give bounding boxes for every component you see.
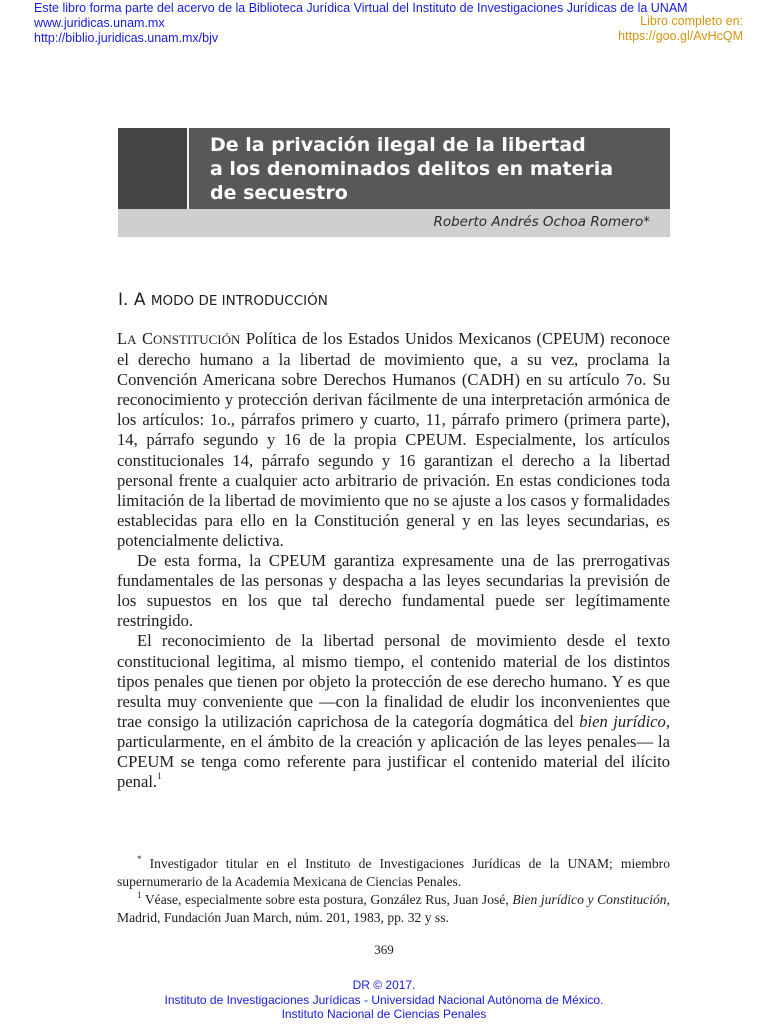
footnotes <box>117 855 670 927</box>
juridicas-link[interactable]: www.juridicas.unam.mx <box>34 16 165 30</box>
chapter-title <box>210 133 613 205</box>
page-number: 369 <box>374 942 394 957</box>
footnote-1 <box>117 891 670 927</box>
footnote-1-italic: Bien jurídico y Constitución <box>512 892 667 907</box>
paragraph-3 <box>117 631 670 792</box>
book-url-link[interactable]: https://goo.gl/AvHcQM <box>618 29 743 43</box>
footnote-1-mark: 1 <box>137 890 142 900</box>
small-caps-la-initial: L <box>117 329 128 348</box>
section-heading <box>118 290 328 310</box>
paragraph-1 <box>117 329 670 551</box>
footnote-1-text-a: Véase, especialmente sobre esta postura, González Rus, Juan José, <box>144 892 509 907</box>
library-header <box>34 1 688 46</box>
inacipe-line: Instituto Nacional de Ciencias Penales <box>281 1007 487 1021</box>
author-bar <box>118 209 670 237</box>
small-caps-la-rest: A <box>127 332 137 347</box>
library-notice: Este libro forma parte del acervo de la Biblioteca Jurídica Virtual del Instituto de Investigaciones Jurídicas de la UNAM <box>34 1 688 15</box>
book-label: Libro completo en: <box>640 14 743 28</box>
chapter-title-block <box>118 128 670 209</box>
copyright-footer <box>0 978 768 1022</box>
section-number: I. A <box>118 290 146 310</box>
footnote-author <box>117 855 670 891</box>
footnote-author-text: Investigador titular en el Instituto de Investigaciones Jurídicas de la UNAM; miembro supernumerario de la Academia Mexicana de Ciencias Penales. <box>117 856 670 889</box>
title-line-3: de secuestro <box>210 182 348 204</box>
book-link-block <box>618 14 743 44</box>
footnote-ref-1[interactable]: 1 <box>157 771 162 782</box>
paragraph-3-text-b: , particularmente, en el ámbito de la creación y aplicación de las leyes penales— la CPEUM se tenga como referente para justificar el contenido material del ilícito penal. <box>117 711 670 792</box>
title-line-1: De la privación ilegal de la libertad <box>210 134 586 156</box>
title-divider <box>187 128 189 209</box>
institute-line: Instituto de Investigaciones Jurídicas - Universidad Nacional Autónoma de México. <box>164 992 604 1007</box>
copyright-line: DR © 2017. <box>352 978 416 992</box>
paragraph-3-italic: bien jurídico <box>579 711 666 731</box>
section-title: MODO DE INTRODUCCIÓN <box>150 293 328 309</box>
title-line-2: a los denominados delitos en materia <box>210 158 614 180</box>
paragraph-2: De esta forma, la CPEUM garantiza expresamente una de las prerrogativas fundamentales de las personas y despacha a las leyes secundarias la previsión de los supuestos en los que tal derecho fundamental puede ser legítimamente restringido. <box>117 551 670 631</box>
small-caps-constitucion-initial: C <box>141 329 154 348</box>
title-accent-block <box>118 128 187 209</box>
paragraph-3-text-a: El reconocimiento de la libertad personal de movimiento desde el texto constitucional legitima, al mismo tiempo, el contenido material de los distintos tipos penales que tienen por objeto la protección de ese derecho humano. Y es que resulta muy conveniente que —con la finalidad de eludir los inconvenientes que trae consigo la utilización caprichosa de la categoría dogmática del <box>117 631 670 731</box>
footnote-star-mark: * <box>137 854 142 864</box>
footnote-1-text-b: , Madrid, Fundación Juan March, núm. 201, 1983, pp. 32 y ss. <box>117 892 670 925</box>
paragraph-1-text: Política de los Estados Unidos Mexicanos (CPEUM) reconoce el derecho humano a la libertad de movimiento que, a su vez, proclama la Convención Americana sobre Derechos Humanos (CADH) en su artículo 7o. Su reconocimiento y protección derivan fácilmente de una interpretación armónica de los artículos: 1o., párrafos primero y cuarto, 11, párrafo primero (primera parte), 14, párrafo segundo y 16 de la propia CPEUM. Especialmente, los artículos constitucionales 14, párrafo segundo y 16 garantizan el derecho a la libertad personal frente a cualquier acto arbitrario de privación. En estas condiciones toda limitación de la libertad de movimiento que no se ajuste a los casos y formalidades establecidas para ello en la Constitución general y en las leyes secundarias, es potencialmente delictiva. <box>117 329 670 550</box>
body-text <box>117 329 670 792</box>
author-name: Roberto Andrés Ochoa Romero* <box>433 214 650 230</box>
biblio-link[interactable]: http://biblio.juridicas.unam.mx/bjv <box>34 31 219 45</box>
small-caps-constitucion-rest: ONSTITUCIÓN <box>153 332 241 347</box>
